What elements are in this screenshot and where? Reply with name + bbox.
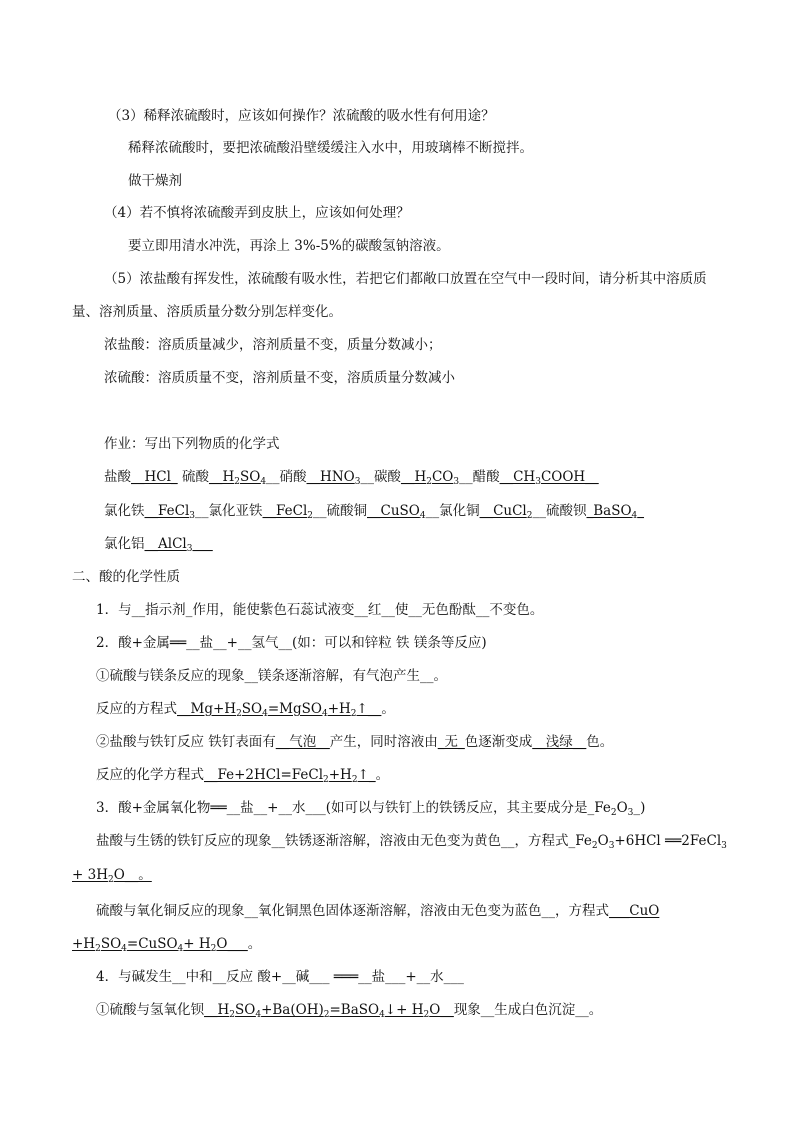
hw-label: __硫酸钡 [532, 503, 587, 519]
hw-formula: __FeCl$_3$ [144, 503, 195, 521]
hw-label: __碳酸 [360, 469, 401, 485]
hw-label: __氯化铜 [425, 503, 480, 519]
hw-formula: __AlCl$_3$___ [144, 536, 213, 554]
property-3: 3．酸+金属氧化物══__盐__+__水___(如可以与铁钉上的铁锈反应，其主要成分是$\_Fe_2O_3\_$) [96, 800, 646, 818]
hw-formula: __CuCl$_2$ [479, 503, 533, 521]
homework-title: 作业：写出下列物质的化学式 [104, 436, 280, 452]
property-3-example-1: 盐酸与生锈的铁钉反应的现象__铁锈逐渐溶解，溶液由无色变为黄色__，方程式$\_Fe_2O_3+6HCl$ ══2FeCl$_3$ [96, 833, 727, 851]
hw-label: 盐酸 [104, 469, 131, 485]
hw-formula: $\_\_H_2SO_4$ [208, 469, 267, 487]
hw-formula: __FeCl$_2$ [262, 503, 313, 521]
question-5-line2: 量、溶剂质量、溶质质量分数分别怎样变化。 [72, 304, 342, 320]
property-2-equation-1: 反应的方程式$\_\_Mg+H_2SO_4=MgSO_4+H_2↑\_\_$。 [96, 701, 395, 719]
hw-formula: $\_\_H_2CO_3$ [400, 469, 460, 487]
hw-formula: __HCl_ [131, 469, 178, 485]
property-3-example-2-cont: $+H_2SO_4=CuSO_4+$ $H_2O\_\_\_$。 [72, 936, 262, 954]
property-2-observation-2: ②盐酸与铁钉反应 铁钉表面有__气泡__产生，同时溶液由_无_色逐渐变成__浅绿__色。 [96, 734, 614, 750]
hw-label: __氯化亚铁 [195, 503, 263, 519]
property-4-example: ①硫酸与氢氧化钡$\_\_H_2SO_4+Ba(OH)_2=BaSO_4↓+$ $H_2O\_\_$现象__生成白色沉淀__。 [96, 1002, 603, 1020]
homework-row-3 [104, 535, 213, 553]
question-3: （3）稀释浓硫酸时，应该如何操作？浓硫酸的吸水性有何用途？ [108, 108, 495, 124]
hw-label: 氯化铁 [104, 503, 145, 519]
hw-formula: $\_\_HNO_3$ [306, 469, 361, 487]
hw-formula: __CuSO$_4$ [367, 503, 426, 521]
homework-row-1 [104, 468, 599, 486]
hw-formula: $\_\_CH_3COOH\_\_$ [499, 469, 599, 487]
hw-label: __醋酸 [459, 469, 500, 485]
hw-label: 氯化铝 [104, 536, 145, 552]
hw-label: 硫酸 [181, 469, 209, 485]
answer-5b: 浓硫酸：溶质质量不变，溶剂质量不变，溶质质量分数减小 [104, 370, 455, 386]
property-2-equation-2: 反应的化学方程式$\_\_Fe+2HCl=FeCl_2+H_2↑\_$。 [96, 767, 390, 785]
hw-formula: _BaSO$_4$_ [586, 503, 645, 521]
property-1: 1．与__指示剂_作用，能使紫色石蕊试液变__红__使__无色酚酞__不变色。 [96, 602, 544, 618]
answer-4: 要立即用清水冲洗，再涂上 3%-5%的碳酸氢钠溶液。 [128, 238, 450, 254]
answer-3b: 做干燥剂 [128, 173, 182, 189]
homework-row-2 [104, 502, 644, 520]
property-4: 4．与碱发生__中和__反应 酸+__碱___ ═══__盐___+__水___ [96, 969, 464, 985]
property-2: 2．酸+金属══__盐__+__氢气__(如：可以和锌粒 铁 镁条等反应) [96, 635, 487, 651]
answer-5a: 浓盐酸：溶质质量减少，溶剂质量不变，质量分数减小； [104, 337, 442, 353]
property-3-example-1-cont: + $3H_2O\_\_$。 [72, 867, 152, 885]
answer-3a: 稀释浓硫酸时，要把浓硫酸沿壁缓缓注入水中，用玻璃棒不断搅拌。 [128, 140, 533, 156]
question-5-line1: （5）浓盐酸有挥发性，浓硫酸有吸水性，若把它们都敞口放置在空气中一段时间，请分析其中溶质质 [104, 271, 707, 287]
property-2-observation-1: ①硫酸与镁条反应的现象__镁条逐渐溶解，有气泡产生__。 [96, 668, 447, 684]
property-3-example-2: 硫酸与氧化铜反应的现象__氧化铜黑色固体逐渐溶解，溶液由无色变为蓝色__，方程式___CuO [96, 903, 660, 919]
question-4: （4）若不慎将浓硫酸弄到皮肤上，应该如何处理？ [104, 205, 410, 221]
hw-label: __硫酸铜 [313, 503, 367, 519]
section-heading: 二、酸的化学性质 [72, 569, 180, 585]
hw-label: __硝酸 [266, 469, 307, 485]
